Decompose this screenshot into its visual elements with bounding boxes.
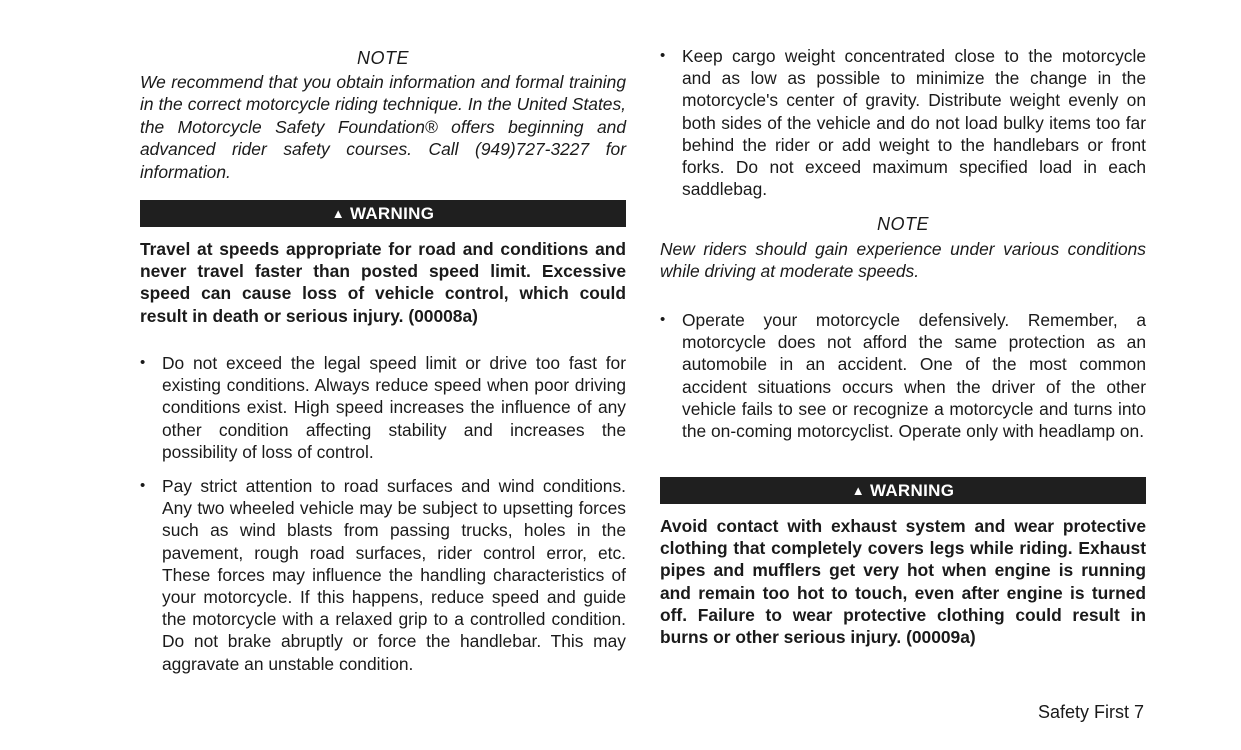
list-item-text: Pay strict attention to road surfaces and wind conditions. Any two wheeled vehicle may be subject to upsetting forces such as wind blasts from passing trucks, holes in the pavement, rough road surfaces, rider control error, etc. These forces may influence the handling characteristics of your motorcycle. If this happens, reduce speed and guide the motorcycle with a relaxed grip to a controlled condition. Do not brake abruptly or force the handlebar. This may aggravate an unstable condition. — [162, 476, 626, 674]
note-title: NOTE — [356, 48, 409, 68]
warning-label: WARNING — [869, 481, 955, 500]
bullet-icon: • — [660, 311, 666, 328]
list-item — [140, 475, 626, 675]
list-item-text: Do not exceed the legal speed limit or drive too fast for existing conditions. Always reduce speed when poor driving conditions exist. High speed increases the influence of any other condition affecting stability and increases the possibility of loss of control. — [162, 353, 626, 462]
list-item — [660, 309, 1146, 442]
bullet-icon: • — [140, 354, 146, 371]
note-text: We recommend that you obtain information and formal training in the correct motorcycle riding technique. In the United States, the Motorcycle Safety Foundation® offers beginning and advanced rider safety courses. Call (949)727-3227 for information. — [140, 72, 626, 182]
list-item-text: Keep cargo weight concentrated close to the motorcycle and as low as possible to minimize the change in the motorcycle's center of gravity. Distribute weight evenly on both sides of the vehicle and do not load bulky items too far behind the rider or add weight to the handlebars or front forks. Do not exceed maximum specified load in each saddlebag. — [682, 46, 1146, 200]
warning-label: WARNING — [349, 204, 435, 223]
warning-triangle-icon: ▲ — [851, 483, 865, 498]
note-text: New riders should gain experience under various conditions while driving at moderate speeds. — [660, 239, 1146, 282]
page-footer: Safety First 7 — [1038, 702, 1145, 722]
list-item-text: Operate your motorcycle defensively. Remember, a motorcycle does not afford the same protection as an automobile in an accident. One of the most common accident situations occurs when the driver of the other vehicle fails to see or recognize a motorcycle and turns into the on-coming motorcyclist. Operate only with headlamp on. — [682, 310, 1146, 442]
list-item — [660, 45, 1146, 200]
list-item — [140, 352, 626, 463]
warning-text: Avoid contact with exhaust system and wear protective clothing that completely covers legs while riding. Exhaust pipes and mufflers get very hot when engine is running and remain too hot to touch, even after engine is turned off. Failure to wear protective clothing could result in burns or other serious injury. (00009a) — [660, 516, 1146, 648]
warning-banner — [140, 200, 626, 227]
warning-banner — [660, 477, 1146, 504]
note-title: NOTE — [876, 214, 929, 234]
warning-text: Travel at speeds appropriate for road and conditions and never travel faster than posted speed limit. Excessive speed can cause loss of vehicle control, which could result in death or serious injury. (00008a) — [140, 239, 626, 326]
bullet-icon: • — [140, 477, 146, 494]
bullet-icon: • — [660, 47, 666, 64]
warning-triangle-icon: ▲ — [331, 206, 345, 221]
